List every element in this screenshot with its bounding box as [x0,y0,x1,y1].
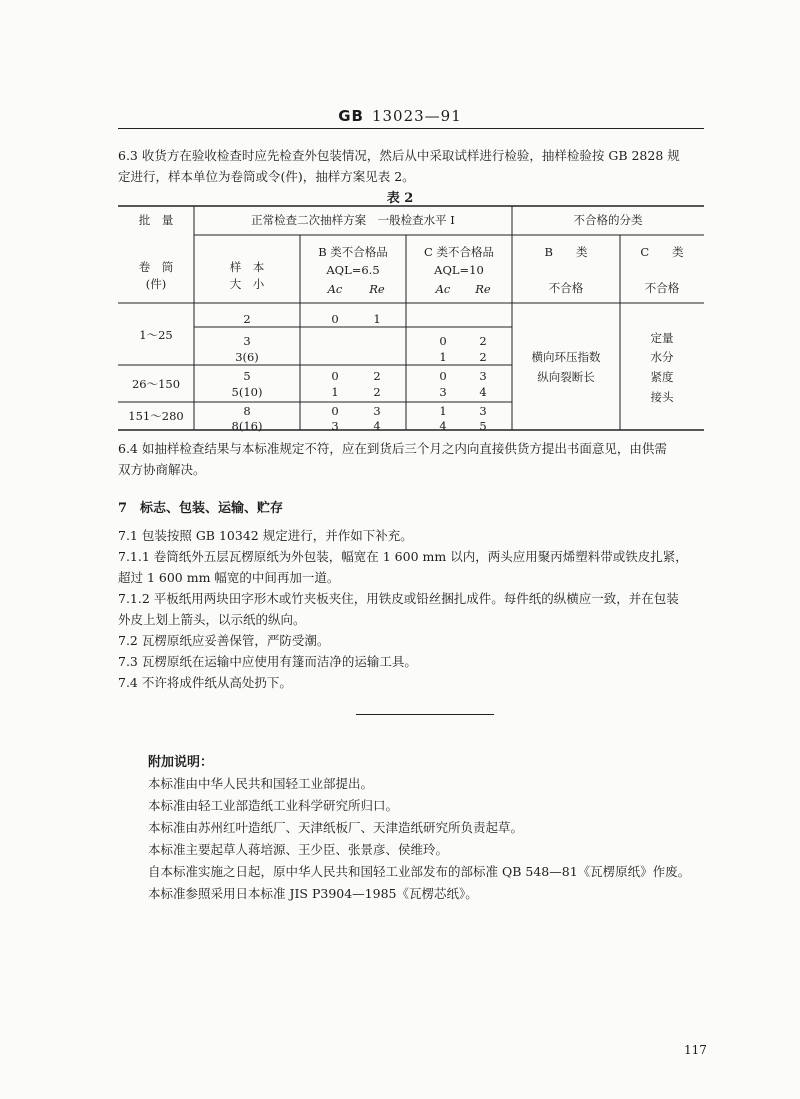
th-b-title: B 类不合格品 [318,245,388,259]
batch-3: 151～280 [128,409,184,423]
c-ac-5: 3 [439,385,447,399]
notes-title: 附加说明： [148,755,214,770]
para-6-3-line1: 6.3 收货方在验收检查时应先检查外包装情况，然后从中采取试样进行检验，抽样检验按 GB 2828 规 [118,148,680,163]
section-divider [356,714,494,715]
th-b-aql: AQL=6.5 [326,263,380,277]
note-line-6: 本标准参照采用日本标准 JIS P3904—1985《瓦楞芯纸》。 [148,886,478,901]
note-line-3: 本标准由苏州红叶造纸厂、天津纸板厂、天津造纸研究所负责起草。 [148,820,524,835]
c-re-3: 2 [479,350,487,364]
note-line-2: 本标准由轻工业部造纸工业科学研究所归口。 [148,798,399,813]
c-re-4: 3 [479,369,487,383]
th-plan: 正常检查二次抽样方案 一般检查水平 Ⅰ [251,213,455,227]
batch-1: 1～25 [139,328,173,342]
para-7-1: 7.1 包装按照 GB 10342 规定进行，并作如下补充。 [118,528,413,543]
c-ac-4: 0 [439,369,447,383]
standard-number: 13023—91 [371,107,462,125]
table-caption: 表 2 [386,191,414,206]
para-7-1-2-line1: 7.1.2 平板纸用两块田字形木或竹夹板夹住，用铁皮或铅丝捆扎成件。每件纸的纵横应一致，并在包装 [118,591,679,606]
th-c-ac: Ac [435,282,451,296]
b-re-4: 2 [373,369,381,383]
para-7-4: 7.4 不许将成件纸从高处扔下。 [118,675,292,690]
para-7-1-1-line1: 7.1.1 卷筒纸外五层瓦楞原纸为外包装，幅宽在 1 600 mm 以内，两头应用聚丙烯塑料带或铁皮扎紧， [118,549,688,564]
c-item-2: 水分 [650,350,674,364]
para-7-1-2-line2: 外皮上划上箭头，以示纸的纵向。 [118,612,306,627]
note-line-5: 自本标准实施之日起，原中华人民共和国轻工业部发布的部标准 QB 548—81《瓦楞原纸》作废。 [148,864,691,879]
c-item-1: 定量 [650,331,674,345]
sampling-table [118,205,704,431]
b-ac-6: 0 [331,404,339,418]
c-re-7: 5 [479,419,487,433]
th-sample-1: 样 本 [229,260,265,274]
b-item-1: 横向环压指数 [531,350,601,364]
para-6-4-line1: 6.4 如抽样检查结果与本标准规定不符，应在到货后三个月之内向直接供货方提出书面意见，由供需 [118,441,667,456]
th-sample-2: 大 小 [229,277,265,291]
para-6-4-line2: 双方协商解决。 [118,462,206,477]
th-c-title: C 类不合格品 [424,245,494,259]
th-classify: 不合格的分类 [573,213,643,227]
c-re-2: 2 [479,334,487,348]
c-item-3: 紧度 [650,370,674,384]
para-7-2: 7.2 瓦楞原纸应妥善保管，严防受潮。 [118,633,330,648]
th-c-nonconf: 不合格 [644,281,680,295]
note-line-1: 本标准由中华人民共和国轻工业部提出。 [148,776,374,791]
th-roll: 卷 筒 [138,260,174,274]
para-6-3-line2: 定进行，样本单位为卷筒或令(件)，抽样方案见表 2。 [118,169,415,184]
th-b-class: B 类 [544,245,588,259]
standard-code: GB [338,107,364,125]
th-c-class: C 类 [640,245,684,259]
c-re-5: 4 [479,385,487,399]
batch-2: 26～150 [131,377,181,391]
section-7-title: 7 标志、包装、运输、贮存 [118,501,284,516]
page-header [0,107,800,125]
th-batch: 批 量 [138,213,174,227]
b-ac-4: 0 [331,369,339,383]
th-roll-unit: (件) [145,277,167,291]
b-re-1: 1 [373,312,381,326]
c-ac-6: 1 [439,404,447,418]
b-re-5: 2 [373,385,381,399]
sample-row-4: 5 [243,369,251,383]
para-7-3: 7.3 瓦楞原纸在运输中应使用有篷而洁净的运输工具。 [118,654,417,669]
th-b-re: Re [369,282,385,296]
para-7-1-1-line2: 超过 1 600 mm 幅宽的中间再加一道。 [118,570,340,585]
sample-row-2: 3 [243,334,251,348]
c-ac-2: 0 [439,334,447,348]
sample-row-1: 2 [243,312,251,326]
sample-row-3: 3(6) [235,350,259,364]
c-ac-3: 1 [439,350,447,364]
note-line-4: 本标准主要起草人蒋培源、王少臣、张景彦、侯维玲。 [148,842,449,857]
c-ac-7: 4 [439,419,447,433]
b-ac-5: 1 [331,385,339,399]
b-ac-7: 3 [331,419,339,433]
b-ac-1: 0 [331,312,339,326]
sample-row-7: 8(16) [231,419,263,433]
b-item-2: 纵向裂断长 [537,370,595,384]
b-re-7: 4 [373,419,381,433]
c-re-6: 3 [479,404,487,418]
th-b-ac: Ac [327,282,343,296]
page-number: 117 [684,1043,707,1057]
c-item-4: 接头 [650,390,674,404]
th-c-re: Re [475,282,491,296]
header-rule [118,128,704,129]
b-re-6: 3 [373,404,381,418]
th-b-nonconf: 不合格 [548,281,584,295]
th-c-aql: AQL=10 [434,263,484,277]
sample-row-6: 8 [243,404,251,418]
sample-row-5: 5(10) [231,385,263,399]
